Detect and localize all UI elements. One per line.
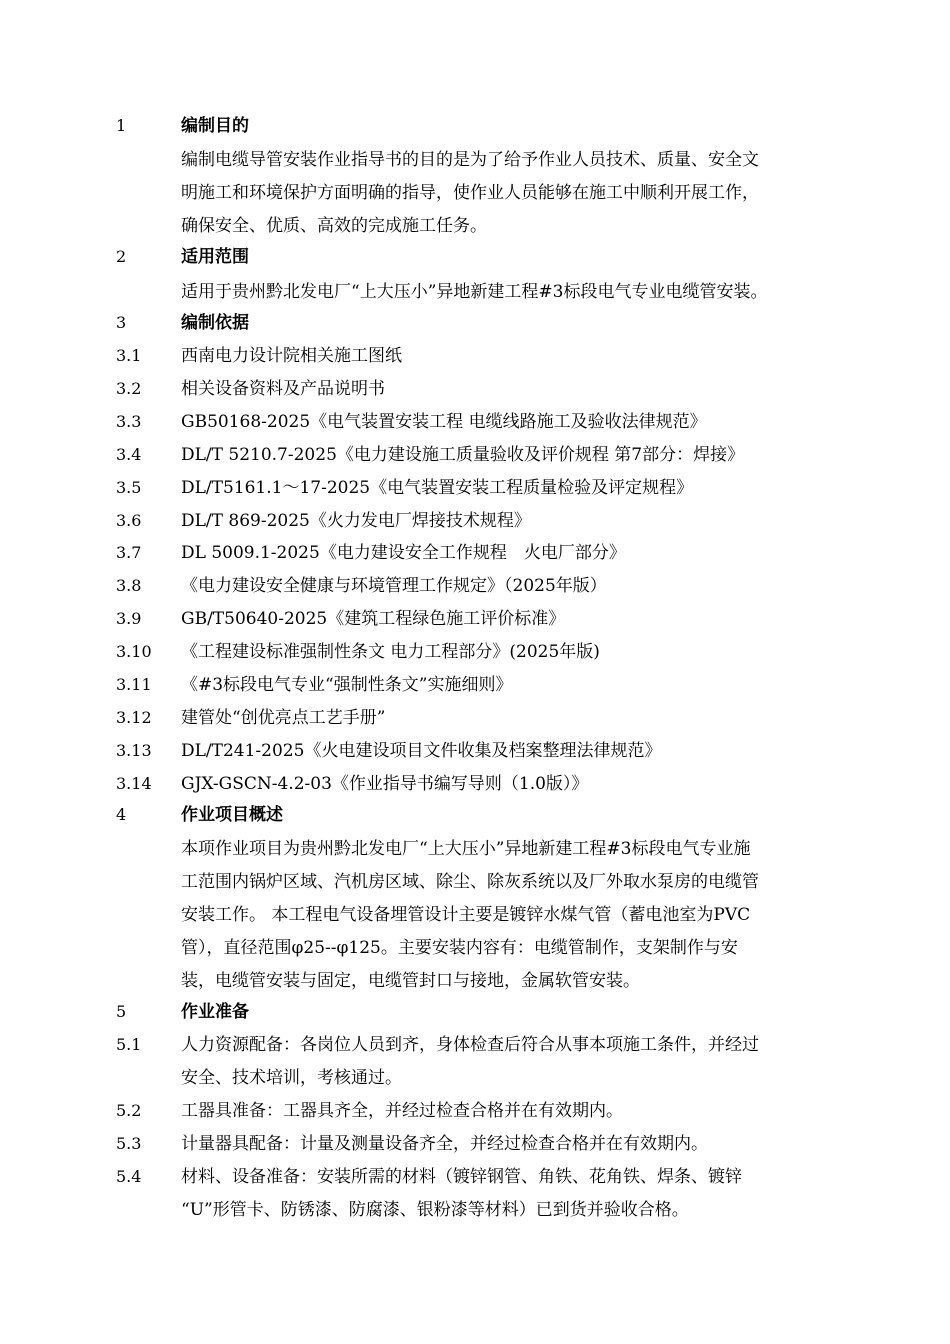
item-number: 3.13 xyxy=(116,741,152,760)
item-number: 3.4 xyxy=(116,445,142,464)
list-item xyxy=(0,410,950,442)
paragraph-line: 材料、设备准备：安装所需的材料（镀锌钢管、角铁、花角铁、焊条、镀锌 xyxy=(181,1167,742,1187)
item-number: 3.9 xyxy=(116,609,142,628)
item-number: 5.4 xyxy=(116,1167,142,1186)
paragraph-line: 适用于贵州黔北发电厂“上大压小”异地新建工程#3标段电气专业电缆管安装。 xyxy=(181,282,768,302)
list-item xyxy=(0,706,950,738)
section-paragraph xyxy=(181,833,841,998)
section-heading-row xyxy=(0,311,950,343)
section-title: 适用范围 xyxy=(181,247,249,267)
list-item xyxy=(0,574,950,606)
item-text: 相关设备资料及产品说明书 xyxy=(181,379,385,399)
paragraph-line: 安装工作。 本工程电气设备埋管设计主要是镀锌水煤气管（蓄电池室为PVC xyxy=(181,905,751,925)
item-number: 3.11 xyxy=(116,675,152,694)
section-number: 5 xyxy=(116,1002,127,1021)
list-item xyxy=(0,607,950,639)
item-paragraph xyxy=(181,1161,841,1227)
list-item xyxy=(0,344,950,376)
item-text: DL/T 5210.7-2025《电力建设施工质量验收及评价规程 第7部分：焊接》 xyxy=(181,445,745,465)
item-number: 3.5 xyxy=(116,478,142,497)
paragraph-line: “U”形管卡、防锈漆、防腐漆、银粉漆等材料）已到货并验收合格。 xyxy=(181,1200,689,1220)
paragraph-line: 确保安全、优质、高效的完成施工任务。 xyxy=(181,216,487,236)
item-paragraph xyxy=(181,1029,841,1095)
list-item xyxy=(0,1165,950,1231)
list-item xyxy=(0,1099,950,1131)
list-item xyxy=(0,443,950,475)
paragraph-line: 人力资源配备：各岗位人员到齐，身体检查后符合从事本项施工条件，并经过 xyxy=(181,1035,759,1055)
list-item xyxy=(0,739,950,771)
item-number: 5.3 xyxy=(116,1134,142,1153)
section-number: 3 xyxy=(116,313,127,332)
item-number: 3.2 xyxy=(116,379,142,398)
list-item xyxy=(0,509,950,541)
list-item xyxy=(0,1132,950,1164)
list-item xyxy=(0,1033,950,1099)
section-heading-row xyxy=(0,803,950,835)
item-text: DL/T5161.1～17-2025《电气装置安装工程质量检验及评定规程》 xyxy=(181,478,694,498)
paragraph-line: 安全、技术培训，考核通过。 xyxy=(181,1068,402,1088)
section-title: 作业准备 xyxy=(181,1002,249,1022)
item-text: 计量器具配备：计量及测量设备齐全，并经过检查合格并在有效期内。 xyxy=(181,1134,708,1154)
item-text: DL/T 869-2025《火力发电厂焊接技术规程》 xyxy=(181,511,531,531)
item-text: 《电力建设安全健康与环境管理工作规定》（2025年版） xyxy=(181,576,607,596)
item-number: 3.14 xyxy=(116,774,152,793)
section-heading-row xyxy=(0,1000,950,1032)
list-item xyxy=(0,673,950,705)
section-heading-row xyxy=(0,245,950,277)
item-number: 3.1 xyxy=(116,346,142,365)
item-number: 5.1 xyxy=(116,1035,142,1054)
item-text: 工器具准备：工器具齐全，并经过检查合格并在有效期内。 xyxy=(181,1101,623,1121)
item-number: 3.3 xyxy=(116,412,142,431)
section-title: 作业项目概述 xyxy=(181,805,283,825)
section-number: 2 xyxy=(116,247,127,266)
section-number: 1 xyxy=(116,116,127,135)
section-number: 4 xyxy=(116,805,127,824)
list-item xyxy=(0,377,950,409)
paragraph-line: 本项作业项目为贵州黔北发电厂“上大压小”异地新建工程#3标段电气专业施 xyxy=(181,839,751,859)
item-text: DL 5009.1-2025《电力建设安全工作规程 火电厂部分》 xyxy=(181,543,626,563)
item-text: DL/T241-2025《火电建设项目文件收集及档案整理法律规范》 xyxy=(181,741,662,761)
item-number: 3.10 xyxy=(116,642,152,661)
section-paragraph xyxy=(181,276,841,309)
item-text: GJX-GSCN-4.2-03《作业指导书编写导则（1.0版）》 xyxy=(181,774,589,794)
paragraph-line: 装，电缆管安装与固定，电缆管封口与接地，金属软管安装。 xyxy=(181,971,640,991)
paragraph-line: 明施工和环境保护方面明确的指导，使作业人员能够在施工中顺利开展工作， xyxy=(181,183,759,203)
item-text: 西南电力设计院相关施工图纸 xyxy=(181,346,402,366)
item-text: 《工程建设标准强制性条文 电力工程部分》(2025年版) xyxy=(181,642,600,662)
item-number: 5.2 xyxy=(116,1101,142,1120)
item-number: 3.6 xyxy=(116,511,142,530)
list-item xyxy=(0,772,950,804)
section-title: 编制目的 xyxy=(181,116,249,136)
list-item xyxy=(0,541,950,573)
list-item xyxy=(0,476,950,508)
item-number: 3.8 xyxy=(116,576,142,595)
item-text: 建管处“创优亮点工艺手册” xyxy=(181,708,386,728)
paragraph-line: 管），直径范围φ25--φ125。主要安装内容有：电缆管制作，支架制作与安 xyxy=(181,938,738,958)
paragraph-line: 工范围内锅炉区域、汽机房区域、除尘、除灰系统以及厂外取水泵房的电缆管 xyxy=(181,872,759,892)
section-heading-row xyxy=(0,114,950,146)
item-number: 3.7 xyxy=(116,543,142,562)
section-title: 编制依据 xyxy=(181,313,249,333)
item-number: 3.12 xyxy=(116,708,152,727)
paragraph-line: 编制电缆导管安装作业指导书的目的是为了给予作业人员技术、质量、安全文 xyxy=(181,150,759,170)
item-text: GB/T50640-2025《建筑工程绿色施工评价标准》 xyxy=(181,609,566,629)
item-text: GB50168-2025《电气装置安装工程 电缆线路施工及验收法律规范》 xyxy=(181,412,707,432)
item-text: 《#3标段电气专业“强制性条文”实施细则》 xyxy=(181,675,513,695)
list-item xyxy=(0,640,950,672)
section-paragraph xyxy=(181,144,841,243)
